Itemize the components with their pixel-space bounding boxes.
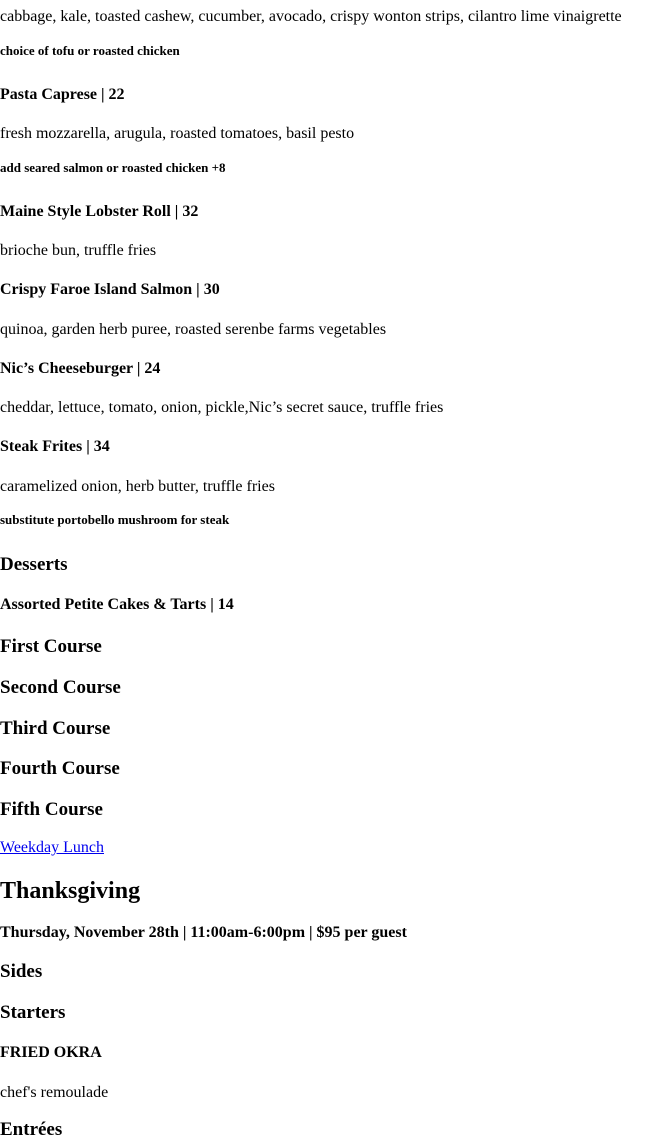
weekday-lunch-link[interactable]: Weekday Lunch bbox=[0, 839, 104, 856]
menu-item-description: brioche bun, truffle fries bbox=[0, 242, 157, 259]
menu-item-pasta-caprese: Pasta Caprese | 22 bbox=[0, 86, 125, 103]
menu-item-description: caramelized onion, herb butter, truffle fries bbox=[0, 478, 275, 495]
menu-item-fried-okra: FRIED OKRA bbox=[0, 1044, 102, 1061]
thanksgiving-title: Thanksgiving bbox=[0, 878, 141, 904]
starters-heading: Starters bbox=[0, 1002, 66, 1023]
salad-description: cabbage, kale, toasted cashew, cucumber, avocado, crispy wonton strips, cilantro lime vinaigrette bbox=[0, 8, 622, 25]
entrees-heading: Entrées bbox=[0, 1119, 63, 1140]
course-heading-fourth: Fourth Course bbox=[0, 758, 120, 779]
menu-item-description: chef's remoulade bbox=[0, 1084, 109, 1101]
desserts-heading: Desserts bbox=[0, 554, 68, 575]
salad-protein-note: choice of tofu or roasted chicken bbox=[0, 43, 180, 58]
menu-item-lobster-roll: Maine Style Lobster Roll | 32 bbox=[0, 203, 199, 220]
menu-item-petite-cakes: Assorted Petite Cakes & Tarts | 14 bbox=[0, 596, 234, 613]
course-heading-fifth: Fifth Course bbox=[0, 799, 103, 820]
menu-item-description: fresh mozzarella, arugula, roasted tomatoes, basil pesto bbox=[0, 125, 355, 142]
course-heading-second: Second Course bbox=[0, 677, 121, 698]
menu-item-addon-note: add seared salmon or roasted chicken +8 bbox=[0, 160, 226, 175]
course-heading-first: First Course bbox=[0, 636, 102, 657]
menu-item-cheeseburger: Nic’s Cheeseburger | 24 bbox=[0, 360, 161, 377]
menu-item-description: quinoa, garden herb puree, roasted serenbe farms vegetables bbox=[0, 321, 387, 338]
menu-item-steak-frites: Steak Frites | 34 bbox=[0, 438, 110, 455]
thanksgiving-details: Thursday, November 28th | 11:00am-6:00pm | $95 per guest bbox=[0, 924, 407, 941]
menu-item-salmon: Crispy Faroe Island Salmon | 30 bbox=[0, 281, 220, 298]
sides-heading: Sides bbox=[0, 961, 43, 982]
course-heading-third: Third Course bbox=[0, 718, 111, 739]
menu-item-substitution-note: substitute portobello mushroom for steak bbox=[0, 512, 230, 527]
menu-item-description: cheddar, lettuce, tomato, onion, pickle,Nic’s secret sauce, truffle fries bbox=[0, 399, 444, 416]
